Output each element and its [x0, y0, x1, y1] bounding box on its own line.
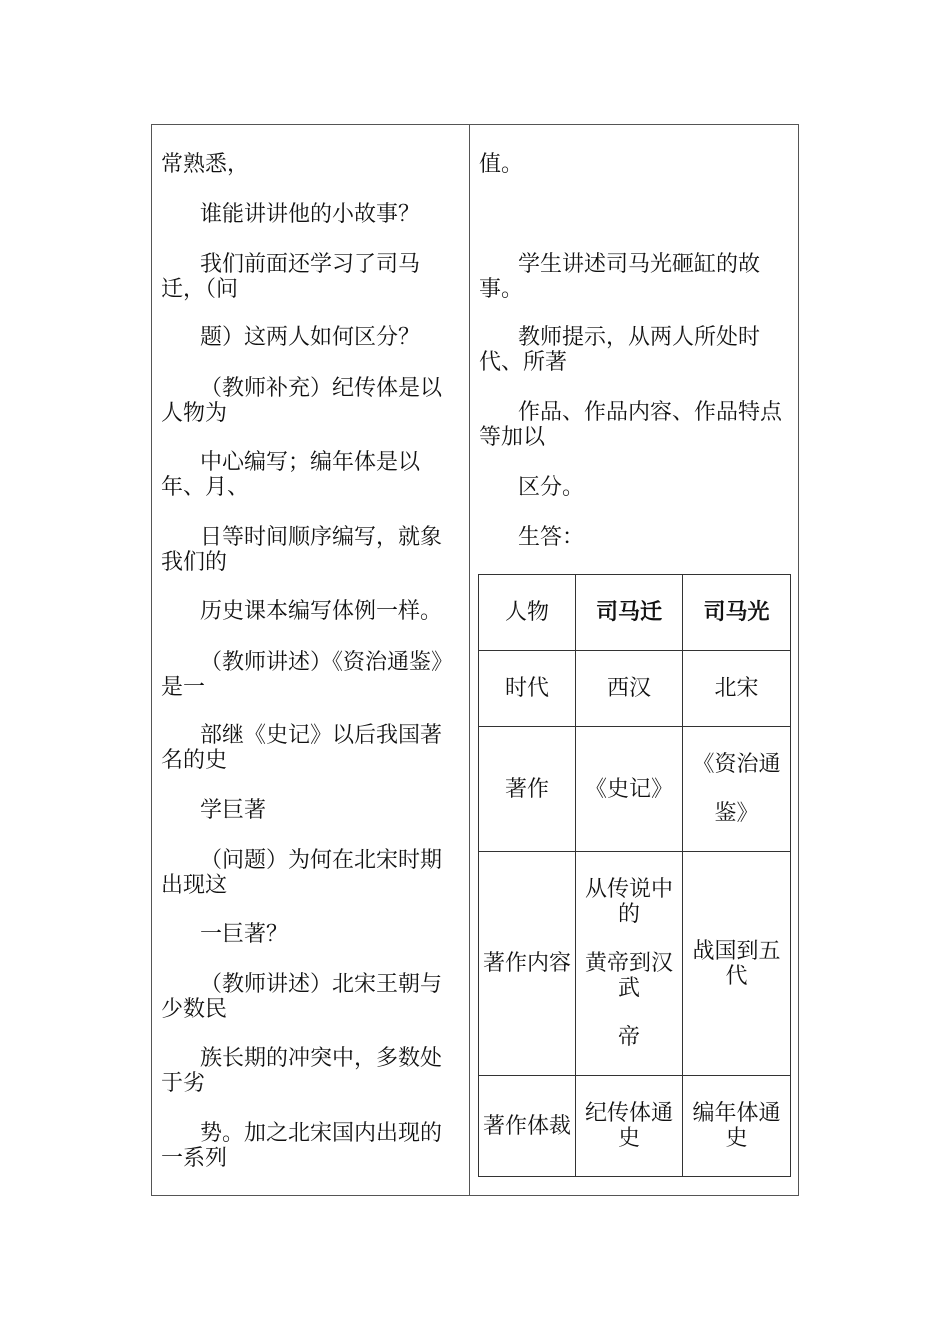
table-cell: 纪传体通史 [576, 1076, 683, 1177]
paragraph: 谁能讲讲他的小故事？ [200, 202, 421, 227]
paragraph: 生答： [518, 525, 585, 550]
paragraph: 部继《史记》以后我国著 名的史 [161, 723, 443, 773]
row-label: 著作体裁 [479, 1076, 576, 1177]
comparison-table [478, 574, 791, 1177]
paragraph: 常熟悉， [161, 152, 250, 177]
table-row [479, 727, 791, 852]
header-cell: 司马迁 [576, 575, 683, 651]
paragraph: 历史课本编写体例一样。 [200, 599, 443, 624]
paragraph: 族长期的冲突中，多数处 于劣 [161, 1046, 443, 1096]
paragraph: 学生讲述司马光砸缸的故 事。 [479, 252, 761, 302]
table-cell: 从传说中的 黄帝到汉武 帝 [576, 852, 683, 1076]
header-cell: 人物 [479, 575, 576, 651]
table-cell: 编年体通史 [683, 1076, 791, 1177]
paragraph: 学巨著 [200, 798, 267, 823]
paragraph: 势。加之北宋国内出现的 一系列 [161, 1121, 443, 1171]
table-cell: 西汉 [576, 651, 683, 727]
row-label: 著作 [479, 727, 576, 852]
row-label: 著作内容 [479, 852, 576, 1076]
header-cell: 司马光 [683, 575, 791, 651]
row-label: 时代 [479, 651, 576, 727]
table-cell: 北宋 [683, 651, 791, 727]
table-header-row [479, 575, 791, 651]
paragraph: 一巨著？ [200, 922, 289, 947]
paragraph: 作品、作品内容、作品特点 等加以 [479, 400, 783, 450]
paragraph: 中心编写；编年体是以 年、月、 [161, 450, 421, 500]
paragraph: （教师讲述）北宋王朝与 少数民 [161, 972, 443, 1022]
paragraph: （教师补充）纪传体是以 人物为 [161, 376, 443, 426]
table-cell: 《史记》 [576, 727, 683, 852]
paragraph: （问题）为何在北宋时期 出现这 [161, 848, 443, 898]
paragraph: 值。 [479, 152, 524, 177]
paragraph: 我们前面还学习了司马 迁，（问 [161, 252, 421, 302]
table-row [479, 852, 791, 1076]
paragraph: 区分。 [518, 475, 585, 500]
paragraph: 教师提示，从两人所处时 代、所著 [479, 325, 761, 375]
lesson-table [151, 124, 799, 1196]
paragraph: 题）这两人如何区分？ [200, 325, 421, 350]
table-row [479, 1076, 791, 1177]
column-divider [469, 125, 470, 1195]
table-cell: 战国到五代 [683, 852, 791, 1076]
table-row [479, 651, 791, 727]
paragraph: 日等时间顺序编写，就象 我们的 [161, 525, 443, 575]
paragraph: （教师讲述）《资治通鉴》 是一 [161, 650, 454, 700]
table-cell: 《资治通 鉴》 [683, 727, 791, 852]
